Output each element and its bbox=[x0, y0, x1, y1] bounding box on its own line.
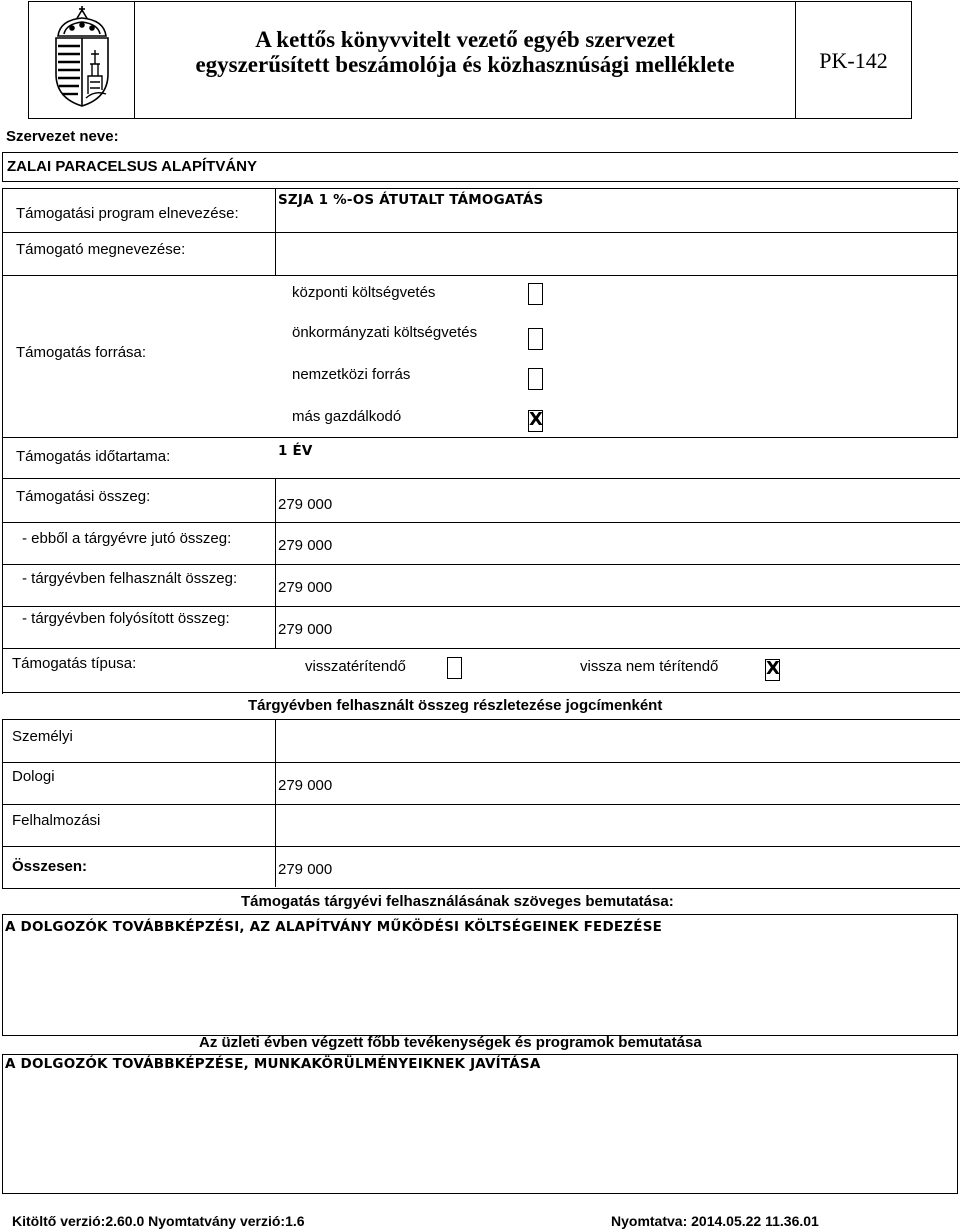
duration-value[interactable]: 1 ÉV bbox=[278, 443, 313, 459]
activities-heading: Az üzleti évben végzett főbb tevékenységek és programok bemutatása bbox=[199, 1034, 702, 1051]
footer-printed: Nyomtatva: 2014.05.22 11.36.01 bbox=[611, 1213, 819, 1229]
year-amount-value[interactable]: 279 000 bbox=[278, 537, 333, 554]
total-value[interactable]: 279 000 bbox=[278, 861, 333, 878]
sep-type bbox=[2, 692, 960, 693]
sep-personal bbox=[2, 762, 960, 763]
supporter-label: Támogató megnevezése: bbox=[16, 241, 186, 258]
amount-label: Támogatási összeg: bbox=[16, 488, 151, 505]
activities-box[interactable] bbox=[2, 1054, 958, 1194]
sep-total bbox=[2, 888, 960, 889]
org-name-label: Szervezet neve: bbox=[6, 128, 119, 145]
sep-amount bbox=[2, 522, 960, 523]
program-label: Támogatási program elnevezése: bbox=[16, 205, 239, 222]
source-option-label: központi költségvetés bbox=[292, 284, 436, 301]
sep-source bbox=[2, 437, 958, 438]
sep-year-amount bbox=[2, 564, 960, 565]
form-code: PK-142 bbox=[819, 48, 888, 73]
sep-material bbox=[2, 804, 960, 805]
personal-label: Személyi bbox=[12, 728, 73, 745]
usage-text-value: A DOLGOZÓK TOVÁBBKÉPZÉSI, AZ ALAPÍTVÁNY MŰKÖDÉSI KÖLTSÉGEINEK FEDEZÉSE bbox=[5, 919, 663, 935]
sep-supporter bbox=[2, 275, 958, 276]
source-option-label: önkormányzati költségvetés bbox=[292, 324, 478, 341]
used-value[interactable]: 279 000 bbox=[278, 579, 333, 596]
personal-value[interactable] bbox=[278, 735, 948, 755]
source-option-label: más gazdálkodó bbox=[292, 408, 402, 425]
total-label: Összesen: bbox=[12, 858, 88, 875]
type-label: Támogatás típusa: bbox=[12, 655, 137, 672]
right-border-upper bbox=[957, 188, 958, 438]
amount-divider bbox=[275, 478, 276, 648]
source-option-label: nemzetközi forrás bbox=[292, 366, 411, 383]
sep-program bbox=[2, 232, 958, 233]
header-divider-left bbox=[134, 1, 135, 119]
paid-label: - tárgyévben folyósított összeg: bbox=[22, 610, 230, 627]
duration-label: Támogatás időtartama: bbox=[16, 448, 171, 465]
sep-duration bbox=[2, 478, 960, 479]
usage-heading: Támogatás tárgyévi felhasználásának szöveges bemutatása: bbox=[241, 893, 674, 910]
sep-investment bbox=[2, 846, 960, 847]
form-title-line-2: egyszerűsített beszámolója és közhasznúsági melléklete bbox=[195, 52, 735, 77]
footer-version: Kitöltő verzió:2.60.0 Nyomtatvány verzió:1.6 bbox=[12, 1213, 305, 1229]
header-divider-right bbox=[795, 1, 796, 119]
breakdown-heading: Tárgyévben felhasznált összeg részletezése jogcímenként bbox=[248, 697, 663, 714]
source-checkbox[interactable] bbox=[528, 368, 543, 390]
source-checkbox[interactable] bbox=[528, 283, 543, 305]
activities-value: A DOLGOZÓK TOVÁBBKÉPZÉSE, MUNKAKÖRÜLMÉNYEIKNEK JAVÍTÁSA bbox=[5, 1056, 541, 1072]
form-title bbox=[136, 27, 794, 77]
program-value[interactable]: SZJA 1 %-OS ÁTUTALT TÁMOGATÁS bbox=[278, 192, 544, 208]
paid-value[interactable]: 279 000 bbox=[278, 621, 333, 638]
source-checkbox[interactable] bbox=[528, 328, 543, 350]
source-checkbox[interactable]: X bbox=[529, 409, 543, 430]
type-refundable-checkbox[interactable] bbox=[447, 657, 462, 679]
supporter-value[interactable] bbox=[280, 241, 950, 261]
type-nonrefundable-label: vissza nem térítendő bbox=[580, 658, 719, 675]
investment-label: Felhalmozási bbox=[12, 812, 101, 829]
type-refundable-label: visszatérítendő bbox=[305, 658, 406, 675]
form-title-line-1: A kettős könyvvitelt vezető egyéb szervezet bbox=[255, 27, 675, 52]
source-label: Támogatás forrása: bbox=[16, 344, 147, 361]
org-name-value: ZALAI PARACELSUS ALAPÍTVÁNY bbox=[7, 158, 258, 175]
breakdown-divider bbox=[275, 719, 276, 887]
amount-value[interactable]: 279 000 bbox=[278, 496, 333, 513]
year-amount-label: - ebből a tárgyévre jutó összeg: bbox=[22, 530, 232, 547]
type-nonrefundable-checkbox[interactable]: X bbox=[766, 658, 780, 679]
sep-used bbox=[2, 606, 960, 607]
material-label: Dologi bbox=[12, 768, 55, 785]
investment-value[interactable] bbox=[278, 818, 948, 838]
sep-paid bbox=[2, 648, 960, 649]
material-value[interactable]: 279 000 bbox=[278, 777, 333, 794]
coat-of-arms-icon bbox=[50, 6, 114, 110]
used-label: - tárgyévben felhasznált összeg: bbox=[22, 570, 238, 587]
